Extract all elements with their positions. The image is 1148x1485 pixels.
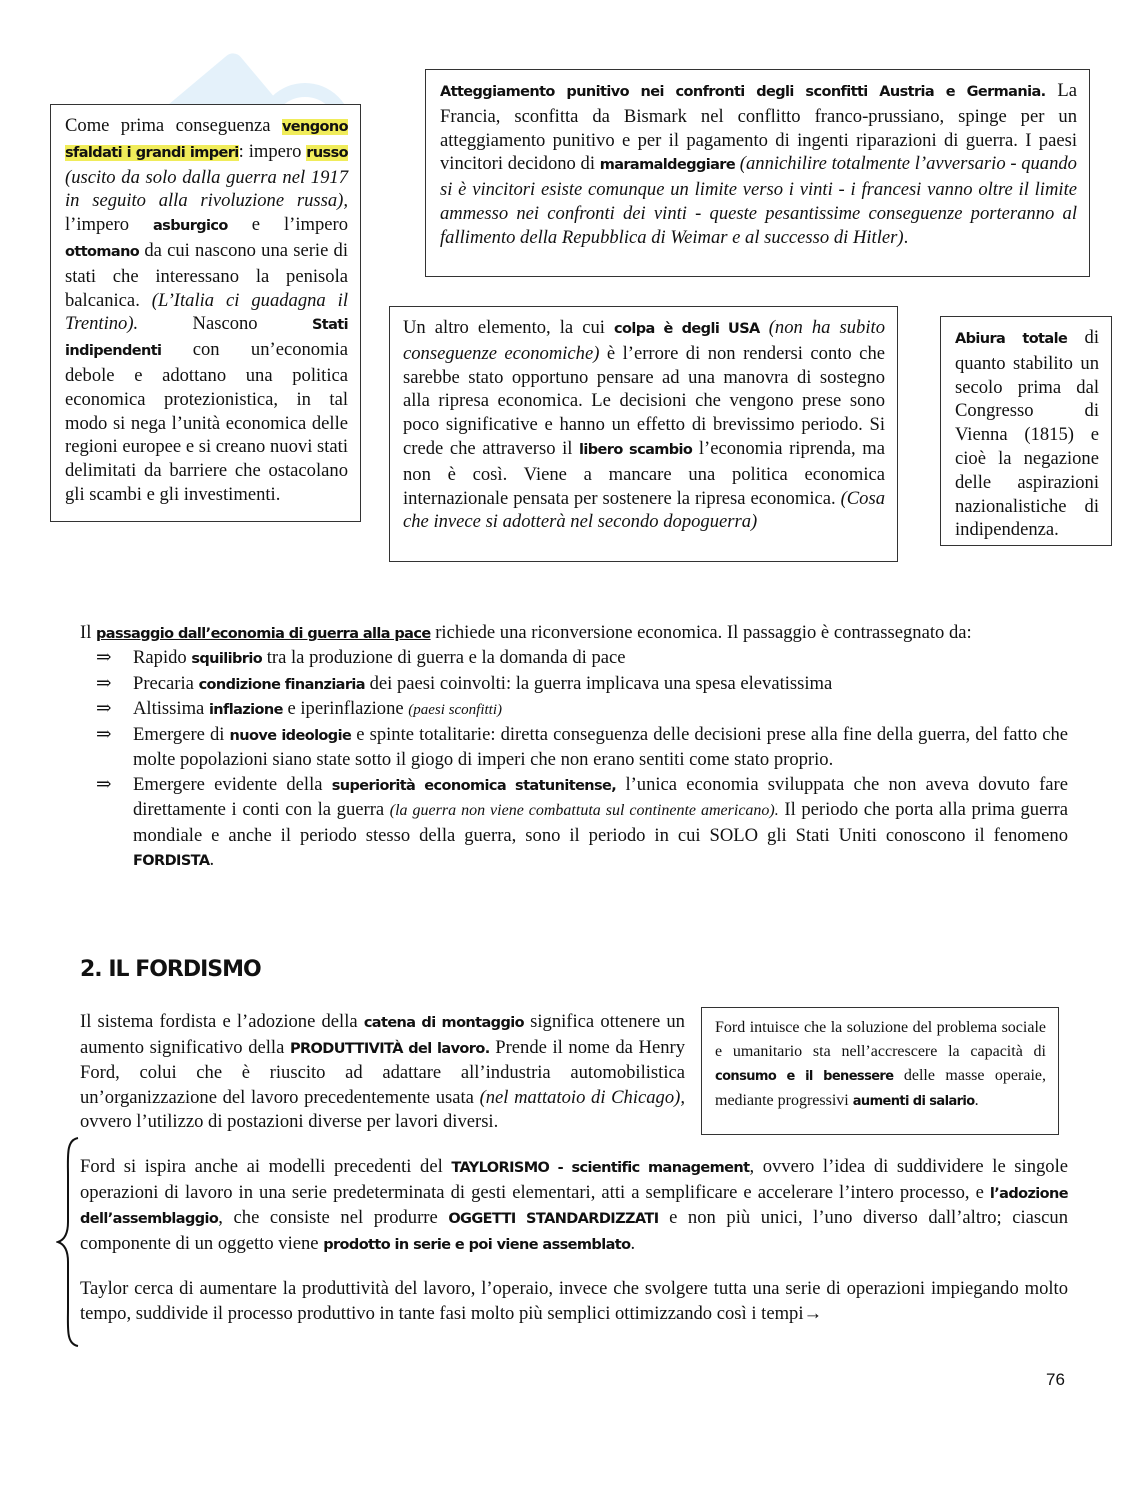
double-arrow-icon: ⇒ <box>96 723 112 745</box>
list-item: ⇒ Altissima inflazione e iperinflazione (paesi sconfitti) <box>96 697 1068 723</box>
consequences-list <box>96 646 1068 874</box>
key-term: asburgico <box>153 218 228 235</box>
page-number: 76 <box>1046 1370 1065 1389</box>
double-arrow-icon: ⇒ <box>96 698 112 719</box>
key-term: l’adozione dell’assemblaggio <box>80 1185 1068 1227</box>
key-term: catena di montaggio <box>363 1015 524 1031</box>
taylor-paragraph: Taylor cerca di aumentare la produttività del lavoro, l’operaio, invece che svolgere tutta una serie di operazioni impiegando molto tempo, suddivide il processo produttivo in tante fasi molto più semplici ottimizzando così i tempi→ <box>80 1278 1068 1324</box>
key-term: ottomano <box>65 243 140 260</box>
key-term: consumo e il benessere <box>715 1069 894 1084</box>
box-colpa-usa: Un altro elemento, la cui colpa è degli USA (non ha subito conseguenze economiche) è l’errore di non rendersi conto che sarebbe stato opportuno pensare ad una manovra di sostegno alla ripresa economica. Le decisioni che vengono prese sono poco significative e hanno un effetto di brevissimo periodo. Si crede che attraverso il libero scambio l’economia riprenda, ma non è così. Viene a mancare una politica economica internazionale pensata per sostenere la ripresa economica. (Cosa che invece si adotterà nel secondo dopoguerra) <box>389 306 898 562</box>
list-item: ⇒ Emergere evidente della superiorità economica statunitense, l’unica economia sviluppata che non aveva dovuto fare direttamente i conti con la guerra (la guerra non viene combattuta sul continente americano). Il periodo che porta alla prima guerra mondiale e anche il periodo stesso della guerra, sono il periodo in cui SOLO gli Stati Uniti conoscono il fenomeno FORDISTA. <box>96 773 1068 870</box>
box-imperi: Come prima conseguenza vengono sfaldati i grandi imperi: impero russo (uscito da solo dalla guerra nel 1917 in seguito alla rivoluzione russa), l’impero asburgico e l’impero ottomano da cui nascono una serie di stati che interessano la penisola balcanica. (L’Italia ci guadagna il Trentino). Nascono Stati indipendenti con un’economia debole e adottano una politica economica protezionistica, in tal modo si nega l’unità economica delle regioni europee e si creano nuovi stati delimitati da barriere che ostacolano gli scambi e gli investimenti. <box>50 104 361 522</box>
key-term: prodotto in serie e poi viene assemblato <box>323 1236 631 1253</box>
key-term: passaggio dall’economia di guerra alla pace <box>96 626 431 642</box>
key-term: Stati indipendenti <box>65 317 348 360</box>
key-term: Atteggiamento punitivo nei confronti degli sconfitti Austria e Germania. <box>440 84 1046 100</box>
box-ford-salario: Ford intuisce che la soluzione del problema sociale e umanitario sta nell’accrescere la capacità di consumo e il benessere delle masse operaie, mediante progressivi aumenti di salario. <box>701 1007 1059 1135</box>
key-term: PRODUTTIVITÀ del lavoro. <box>289 1040 490 1057</box>
list-item: ⇒ Rapido squilibrio tra la produzione di guerra e la domanda di pace <box>96 646 1068 672</box>
key-term: maramaldeggiare <box>599 157 736 174</box>
curly-brace-icon <box>56 1136 82 1348</box>
list-item: ⇒ Precaria condizione finanziaria dei paesi coinvolti: la guerra implicava una spesa elevatissima <box>96 672 1068 698</box>
double-arrow-icon: ⇒ <box>96 647 112 668</box>
box-atteggiamento-punitivo: Atteggiamento punitivo nei confronti degli sconfitti Austria e Germania. La Francia, sconfitta da Bismark nel conflitto franco-prussiano, spinge per un atteggiamento punitivo e per il pagamento di ingenti riparazioni di guerra. I paesi vincitori decidono di maramaldeggiare (annichilire totalmente l’avversario - quando si è vincitori esiste comunque un limite verso i vinti - i francesi vanno oltre il limite ammesso nei confronti dei vinti - queste pesantissime conseguenze porteranno al fallimento della Repubblica di Weimar e al successo di Hitler). <box>425 69 1090 277</box>
key-term: Abiura totale <box>955 331 1068 347</box>
box-abiura: Abiura totale di quanto stabilito un secolo prima dal Congresso di Vienna (1815) e cioè la negazione delle aspirazioni nazionalistiche di indipendenza. <box>940 316 1112 546</box>
transition-paragraph: Il passaggio dall’economia di guerra alla pace richiede una riconversione economica. Il passaggio è contrassegnato da: <box>80 622 972 643</box>
key-term: TAYLORISMO - scientific management <box>451 1160 750 1176</box>
key-term: libero scambio <box>579 441 693 458</box>
key-term: colpa è degli USA <box>614 321 760 337</box>
key-term: aumenti di salario <box>852 1094 975 1109</box>
key-term: russo <box>306 144 348 161</box>
double-arrow-icon: ⇒ <box>96 773 112 795</box>
fordismo-paragraph: Il sistema fordista e l’adozione della catena di montaggio significa ottenere un aumento significativo della PRODUTTIVITÀ del lavoro. Prende il nome da Henry Ford, colui che è riuscito ad adattare all’industria automobilistica un’organizzazione del lavoro precedentemente usata (nel mattatoio di Chicago), ovvero l’utilizzo di postazioni diverse per lavori diversi. <box>80 1011 685 1132</box>
section-heading: 2. IL FORDISMO <box>80 957 261 982</box>
key-term: vengono sfaldati i grandi imperi <box>65 119 348 161</box>
right-arrow-icon: → <box>803 1302 823 1324</box>
key-term: OGGETTI STANDARDIZZATI <box>448 1211 659 1227</box>
double-arrow-icon: ⇒ <box>96 672 112 694</box>
taylorismo-paragraph: Ford si ispira anche ai modelli precedenti del TAYLORISMO - scientific management, ovvero l’idea di suddividere le singole operazioni di lavoro in una serie predeterminata di gesti elementari, atti a semplificare e accelerare l’intero processo, e l’adozione dell’assemblaggio, che consiste nel produrre OGGETTI STANDARDIZZATI e non più unici, l’uno diverso dall’altro; ciascun componente di un oggetto viene prodotto in serie e poi viene assemblato. <box>80 1156 1069 1254</box>
list-item: ⇒ Emergere di nuove ideologie e spinte totalitarie: diretta conseguenza delle decisioni prese alla fine della guerra, del fatto che molte popolazioni siano state sotto il giogo di imperi che non erano sentiti come stato proprio. <box>96 723 1068 770</box>
